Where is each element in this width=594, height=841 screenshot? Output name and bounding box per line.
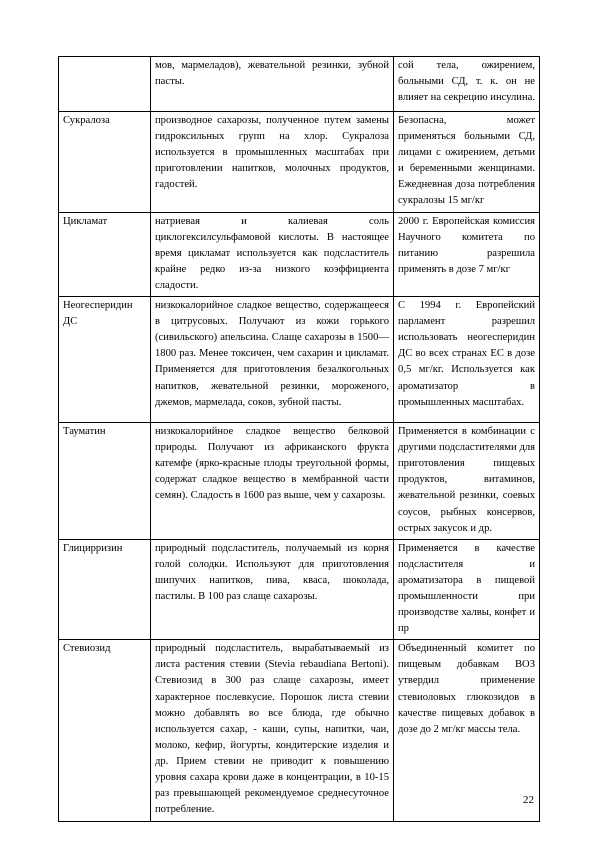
table-row: [59, 57, 540, 112]
table-row: [59, 423, 540, 540]
table-row: [59, 539, 540, 640]
table-row: [59, 640, 540, 822]
sweetener-description-cell: низкокалорийное сладкое вещество, содержащееся в цитрусовых. Получают из кожи горького (сивильского) апельсина. Слаще сахарозы в 1500—1800 раз. Менее токсичен, чем сахарин и цикламат. Применяется для приготовления безалкогольных напитков, жевательной резинки, мороженого, джемов, мармелада, соков, зубной пасты.: [151, 297, 394, 423]
sweetener-name-cell: Глицирризин: [59, 539, 151, 640]
sweetener-description-cell: мов, мармеладов), жевательной резинки, зубной пасты.: [151, 57, 394, 112]
sweetener-name-cell: Стевиозид: [59, 640, 151, 822]
sweetener-application-cell: Применяется в качестве подсластителя и ароматизатора в пищевой промышленности при производстве халвы, конфет и пр: [394, 539, 540, 640]
sweetener-description-cell: природный подсластитель, вырабатываемый из листа растения стевии (Stevia rebaudiana Bertoni). Стевиозид в 300 раз слаще сахарозы, имеет характерное послевкусие. Порошок листа стевии можно добавлять во все блюда, где обычно используется сахар, - каши, супы, напитки, чаи, молоко, кефир, йогурты, кондитерские изделия и др. Прием стевии не приводит к повышению уровня сахара крови даже в концентрации, в 10-15 раз превышающей рекомендуемое среднесуточное потребление.: [151, 640, 394, 822]
table-row: [59, 212, 540, 296]
sweetener-description-cell: низкокалорийное сладкое вещество белковой природы. Получают из африканского фрукта катемфе (ярко-красные плоды треугольной формы, содержат сладкое вещество в мембранной части семян). Сладость в 1600 раз выше, чем у сахарозы.: [151, 423, 394, 540]
sweetener-application-cell: 2000 г. Европейская комиссия Научного комитета по питанию разрешила применять в дозе 7 мг/кг: [394, 212, 540, 296]
sweetener-application-cell: сой тела, ожирением, больными СД, т. к. он не влияет на секрецию инсулина.: [394, 57, 540, 112]
sweetener-application-cell: Объединенный комитет по пищевым добавкам ВОЗ утвердил применение стевиоловых глюкозидов в качестве пищевых добавок в дозе до 2 мг/кг массы тела.: [394, 640, 540, 822]
sweetener-name-cell: Цикламат: [59, 212, 151, 296]
sweetener-application-cell: Применяется в комбинации с другими подсластителями для приготовления пищевых продуктов, витаминов, жевательной резинки, соевых соусов, рыбных консервов, острых закусок и др.: [394, 423, 540, 540]
sweetener-name-cell: Сукралоза: [59, 112, 151, 213]
sweetener-description-cell: производное сахарозы, полученное путем замены гидроксильных групп на хлор. Сукралоза используется в промышленных масштабах при приготовлении напитков, молочных продуктов, гадостей.: [151, 112, 394, 213]
sweetener-name-cell: [59, 57, 151, 112]
sweetener-application-cell: Безопасна, может применяться больными СД, лицами с ожирением, детьми и беременными женщинами. Ежедневная доза потребления сукралозы 15 мг/кг: [394, 112, 540, 213]
sweetener-name-cell: Тауматин: [59, 423, 151, 540]
table-row: [59, 297, 540, 423]
sweetener-application-cell: С 1994 г. Европейский парламент разрешил использовать неогесперидин ДС во всех странах ЕС в дозе 0,5 мг/кг. Используется как ароматизатор в промышленных масштабах.: [394, 297, 540, 423]
sweetener-description-cell: природный подсластитель, получаемый из корня голой солодки. Используют для приготовления шипучих напитков, пива, кваса, шоколада, пастилы. В 100 раз слаще сахарозы.: [151, 539, 394, 640]
sweeteners-table: [58, 56, 540, 822]
page-number: 22: [523, 794, 534, 806]
table-row: [59, 112, 540, 213]
sweetener-description-cell: натриевая и калиевая соль циклогексилсульфамовой кислоты. В настоящее время цикламат используется как подсластитель крайне редко из-за низкого коэффициента сладости.: [151, 212, 394, 296]
sweetener-name-cell: Неогесперидин ДС: [59, 297, 151, 423]
